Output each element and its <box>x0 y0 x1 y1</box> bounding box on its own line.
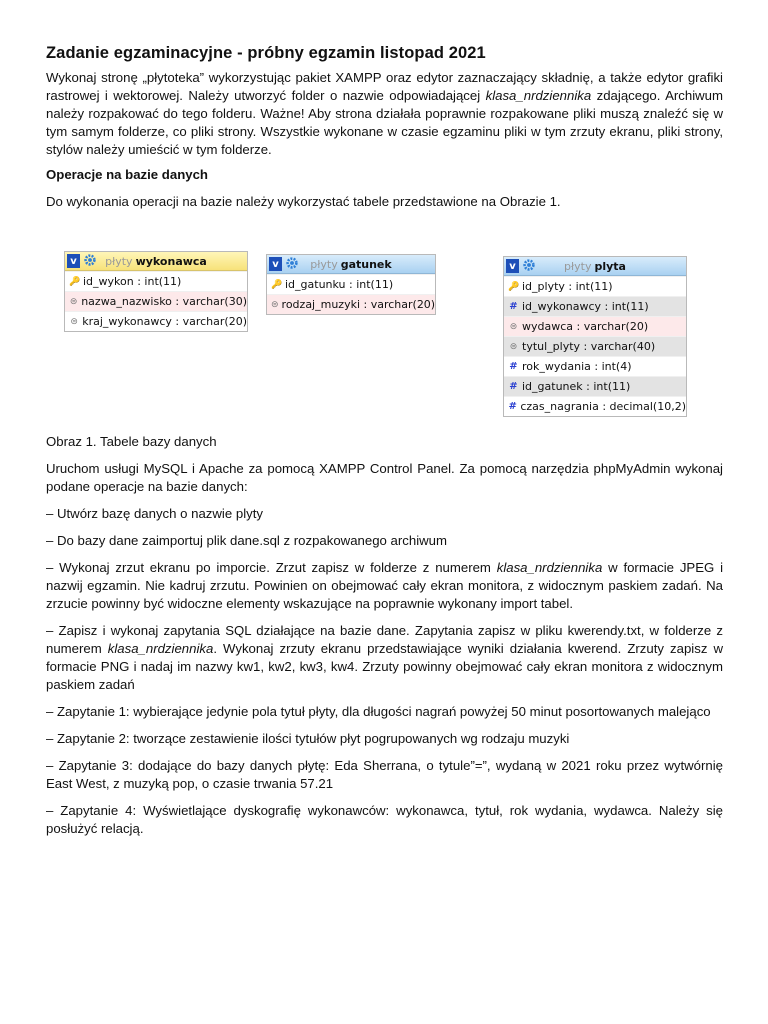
numeric-field-icon: # <box>509 301 518 312</box>
collapse-toggle-icon[interactable]: v <box>67 254 80 268</box>
text-field-icon: ⊜ <box>69 296 78 307</box>
figure-reference: Do wykonania operacji na bazie należy wykorzystać tabele przedstawione na Obrazie 1. <box>46 194 561 209</box>
table-column-row <box>504 316 686 336</box>
text-field-icon: ⊜ <box>70 316 78 327</box>
table-wykonawca <box>64 251 248 332</box>
text-field-icon: ⊜ <box>509 341 518 352</box>
section-heading: Operacje na bazie danych <box>46 167 208 182</box>
text-field-icon: ⊜ <box>509 321 518 332</box>
column-definition: id_wykonawcy : int(11) <box>522 300 649 313</box>
table-header <box>504 257 686 276</box>
services-paragraph: Uruchom usługi MySQL i Apache za pomocą XAMPP Control Panel. Za pomocą narzędzia phpMyAdmin wykonaj podane operacje na bazie danych: <box>46 461 723 494</box>
table-title <box>504 260 686 273</box>
table-name: gatunek <box>340 257 392 271</box>
text-field-icon: ⊜ <box>271 299 279 310</box>
numeric-field-icon: # <box>509 361 518 372</box>
column-definition: tytul_plyty : varchar(40) <box>522 340 656 353</box>
item-query-3: – Zapytanie 3: dodające do bazy danych płytę: Eda Sherrana, o tytule”=”, wydaną w 2021 roku przez wytwórnię East West, z muzyką pop, o czasie trwania 57.21 <box>46 758 723 791</box>
item-query-4: – Zapytanie 4: Wyświetlające dyskografię wykonawców: wykonawca, tytuł, rok wydania, wydawca. Należy się posłużyć relacją. <box>46 803 723 836</box>
database-name: płyty <box>564 259 592 273</box>
numeric-field-icon: # <box>508 401 517 412</box>
table-column-row <box>65 311 247 331</box>
table-column-row <box>504 336 686 356</box>
figure-caption: Obraz 1. Tabele bazy danych <box>46 434 217 449</box>
collapse-toggle-icon[interactable]: v <box>269 257 282 271</box>
item-queries: – Zapisz i wykonaj zapytania SQL działające na bazie dane. Zapytania zapisz w pliku kwerendy.txt, w folderze z numerem klasa_nrdziennika. Wykonaj zrzuty ekranu przedstawiające wyniki działania kwerend. Zrzuty zapisz w formacie PNG i nadaj im nazwy kw1, kw2, kw3, kw4. Zrzuty powinny obejmować cały ekran monitora z widocznym paskiem zadań <box>46 623 723 692</box>
table-title <box>267 258 435 271</box>
table-gatunek <box>266 254 436 315</box>
table-column-row <box>267 294 435 314</box>
column-definition: nazwa_nazwisko : varchar(30) <box>81 295 247 308</box>
column-definition: id_gatunku : int(11) <box>285 278 394 291</box>
table-column-row <box>267 274 435 294</box>
table-plyta <box>503 256 687 417</box>
table-name: plyta <box>594 259 626 273</box>
document-content <box>46 44 723 847</box>
table-column-row <box>65 291 247 311</box>
table-column-row <box>504 376 686 396</box>
collapse-toggle-icon[interactable]: v <box>506 259 519 273</box>
table-title <box>65 255 247 268</box>
numeric-field-icon: # <box>509 381 518 392</box>
column-definition: id_gatunek : int(11) <box>522 380 631 393</box>
item-screenshot: – Wykonaj zrzut ekranu po imporcie. Zrzut zapisz w folderze z numerem klasa_nrdziennika w formacie JPEG i nazwij egzamin. Nie kadruj zrzutu. Powinien on obejmować cały ekran monitora, z widocznym paskiem zadań. Na zrzucie powinny być widoczne elementy wskazujące na poprawnie wykonany import tabel. <box>46 560 723 611</box>
table-column-row <box>504 296 686 316</box>
column-definition: kraj_wykonawcy : varchar(20) <box>82 315 247 328</box>
table-column-row <box>65 271 247 291</box>
column-definition: czas_nagrania : decimal(10,2) <box>520 400 686 413</box>
item-import: – Do bazy dane zaimportuj plik dane.sql z rozpakowanego archiwum <box>46 533 447 548</box>
table-name: wykonawca <box>135 254 207 268</box>
item-query-2: – Zapytanie 2: tworzące zestawienie ilości tytułów płyt pogrupowanych wg rodzaju muzyki <box>46 731 570 746</box>
table-column-row <box>504 356 686 376</box>
key-icon: 🔑 <box>508 281 520 292</box>
table-column-row <box>504 276 686 296</box>
intro-paragraph: Wykonaj stronę „płytoteka” wykorzystując pakiet XAMPP oraz edytor zaznaczający składnię, a także edytor grafiki rastrowej i wektorowej. Należy utworzyć folder o nazwie odpowiadającej klasa_nrdziennika zdającego. Archiwum należy rozpakować do tego folderu. Ważne! Aby strona działała poprawnie rozpakowane pliki muszą znaleźć się w tym samym folderze, co pliki strony. Wszystkie wykonane w czasie egzaminu pliki w tym zrzuty ekranu, pliki strony, stylów należy umieścić w tym folderze. <box>46 70 724 157</box>
document-title: Zadanie egzaminacyjne - próbny egzamin listopad 2021 <box>46 44 486 62</box>
column-definition: rok_wydania : int(4) <box>522 360 632 373</box>
item-create-db: – Utwórz bazę danych o nazwie plyty <box>46 506 263 521</box>
table-header <box>267 255 435 274</box>
database-name: płyty <box>105 254 133 268</box>
table-header <box>65 252 247 271</box>
database-name: płyty <box>310 257 338 271</box>
key-icon: 🔑 <box>271 279 283 290</box>
column-definition: rodzaj_muzyki : varchar(20) <box>281 298 436 311</box>
key-icon: 🔑 <box>69 276 81 287</box>
column-definition: wydawca : varchar(20) <box>522 320 649 333</box>
table-column-row <box>504 396 686 416</box>
column-definition: id_plyty : int(11) <box>522 280 613 293</box>
item-query-1: – Zapytanie 1: wybierające jedynie pola tytuł płyty, dla długości nagrań powyżej 50 minut posortowanych malejąco <box>46 704 711 719</box>
db-tables-figure <box>46 211 723 433</box>
column-definition: id_wykon : int(11) <box>83 275 182 288</box>
